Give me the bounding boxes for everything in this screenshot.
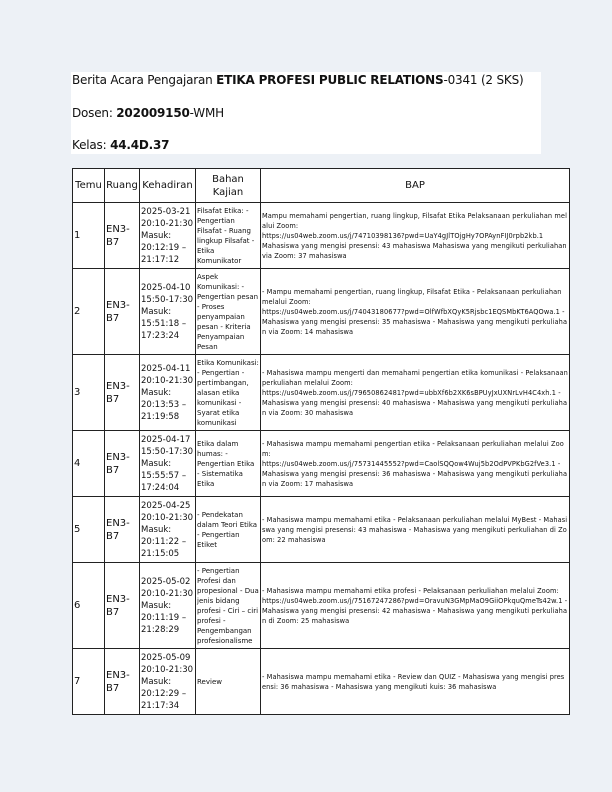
cell-temu: 6 <box>73 563 105 649</box>
table-row <box>73 269 570 355</box>
column-header-bahan-kajian: Bahan Kajian <box>196 169 261 203</box>
cell-bap: - Mahasiswa mampu memahami etika - Review dan QUIZ - Mahasiswa yang mengisi presensi: 36 mahasiswa - Mahasiswa yang mengikuti kuis: 36 mahasiswa <box>261 649 570 715</box>
cell-ruang: EN3-B7 <box>105 203 140 269</box>
cell-ruang: EN3-B7 <box>105 563 140 649</box>
cell-bap: - Mahasiswa mampu memahami etika - Pelaksanaan perkuliahan melalui MyBest - Mahasiswa yang mengisi presensi: 43 mahasiswa - Mahasiswa yang mengikuti perkuliahan di Zoom: 22 mahasiswa <box>261 497 570 563</box>
lecturer-code: -WMH <box>189 106 224 120</box>
cell-bap: - Mahasiswa mampu memahami pengertian etika - Pelaksanaan perkuliahan melalui Zoom: https://us04web.zoom.us/j/75731445552?pwd=CaolSQQow4Wuj5b2OdPVPKbG2fVe3.1 - Mahasiswa yang mengisi presensi: 36 mahasiswa - Mahasiswa yang mengikuti perkuliahan via Zoom: 17 mahasiswa <box>261 431 570 497</box>
cell-bap: Mampu memahami pengertian, ruang lingkup, Filsafat Etika Pelaksanaan perkuliahan melalui Zoom: https://us04web.zoom.us/j/74710398136?pwd=UaY4gJlTOjgHy7OPAynFIJ0rpb2kb.1 Mahasiswa yang mengisi presensi: 43 mahasiswa Mahasiswa yang mengikuti perkuliahan via Zoom: 37 mahasiswa <box>261 203 570 269</box>
cell-bahan-kajian: Etika dalam humas: - Pengertian Etika - Sistematika Etika <box>196 431 261 497</box>
column-header-kehadiran: Kehadiran <box>140 169 196 203</box>
table-header-row <box>73 169 570 203</box>
table-row <box>73 355 570 431</box>
column-header-temu: Temu <box>73 169 105 203</box>
class-label: Kelas: <box>72 138 111 152</box>
lecturer-label: Dosen: <box>72 106 117 120</box>
column-header-ruang: Ruang <box>105 169 140 203</box>
cell-bap: - Mahasiswa mampu memahami etika profesi - Pelaksanaan perkuliahan melalui Zoom: https://us04web.zoom.us/j/75167247286?pwd=OravuN3GMpMaO9GiiOPkquQmeTs42w.1 - Mahasiswa yang mengisi presensi: 42 mahasiswa - Mahasiswa yang mengikuti perkuliahan di Zoom: 25 mahasiswa <box>261 563 570 649</box>
class-line <box>72 138 169 152</box>
lecturer-id: 202009150 <box>116 106 190 120</box>
class-value: 44.4D.37 <box>110 138 170 152</box>
cell-kehadiran: 2025-03-21 20:10-21:30 Masuk: 20:12:19 – 21:17:12 <box>140 203 196 269</box>
table-row <box>73 203 570 269</box>
cell-kehadiran: 2025-04-10 15:50-17:30 Masuk: 15:51:18 – 17:23:24 <box>140 269 196 355</box>
cell-ruang: EN3-B7 <box>105 431 140 497</box>
cell-temu: 3 <box>73 355 105 431</box>
table-row <box>73 497 570 563</box>
cell-temu: 4 <box>73 431 105 497</box>
table-row <box>73 431 570 497</box>
cell-bahan-kajian: Aspek Komunikasi: - Pengertian pesan - Proses penyampaian pesan - Kriteria Penyampaian Pesan <box>196 269 261 355</box>
cell-bahan-kajian: Review <box>196 649 261 715</box>
course-name: ETIKA PROFESI PUBLIC RELATIONS <box>216 73 444 87</box>
cell-bahan-kajian: - Pendekatan dalam Teori Etika - Pengertian Etiket <box>196 497 261 563</box>
cell-kehadiran: 2025-05-02 20:10-21:30 Masuk: 20:11:19 – 21:28:29 <box>140 563 196 649</box>
cell-ruang: EN3-B7 <box>105 355 140 431</box>
cell-kehadiran: 2025-04-11 20:10-21:30 Masuk: 20:13:53 – 21:19:58 <box>140 355 196 431</box>
cell-bahan-kajian: Filsafat Etika: - Pengertian Filsafat - Ruang lingkup Filsafat - Etika Komunikator <box>196 203 261 269</box>
cell-bap: - Mampu memahami pengertian, ruang lingkup, Filsafat Etika - Pelaksanaan perkuliahan melalui Zoom: https://us04web.zoom.us/j/74043180677?pwd=OlfWfbXQyK5Rjsbc1EQSMbKT6AQOwa.1 - Mahasiswa yang mengisi presensi: 35 mahasiswa - Mahasiswa yang mengikuti perkuliahan via Zoom: 14 mahasiswa <box>261 269 570 355</box>
cell-ruang: EN3-B7 <box>105 497 140 563</box>
cell-temu: 2 <box>73 269 105 355</box>
cell-kehadiran: 2025-04-17 15:50-17:30 Masuk: 15:55:57 – 17:24:04 <box>140 431 196 497</box>
cell-bahan-kajian: Etika Komunikasi: - Pengertian - pertimbangan, alasan etika komunikasi - Syarat etika komunikasi <box>196 355 261 431</box>
cell-temu: 5 <box>73 497 105 563</box>
cell-kehadiran: 2025-05-09 20:10-21:30 Masuk: 20:12:29 – 21:17:34 <box>140 649 196 715</box>
course-code: -0341 (2 SKS) <box>443 73 524 87</box>
cell-temu: 1 <box>73 203 105 269</box>
table-row <box>73 563 570 649</box>
cell-bahan-kajian: - Pengertian Profesi dan propesional - Dua jenis bidang profesi - Ciri – ciri profesi - Pengembangan profesionalisme <box>196 563 261 649</box>
lecturer-line <box>72 106 224 120</box>
table-row <box>73 649 570 715</box>
title-prefix: Berita Acara Pengajaran <box>72 73 217 87</box>
cell-temu: 7 <box>73 649 105 715</box>
cell-ruang: EN3-B7 <box>105 649 140 715</box>
cell-bap: - Mahasiswa mampu mengerti dan memahami pengertian etika komunikasi - Pelaksanaan perkuliahan melalui Zoom: https://us04web.zoom.us/j/79650862481?pwd=ubbXf6b2XK6sBPUyJxUXNrLvH4C4xh.1 - Mahasiswa yang mengisi presensi: 40 mahasiswa - Mahasiswa yang mengikuti perkuliahan via Zoom: 30 mahasiswa <box>261 355 570 431</box>
column-header-bap: BAP <box>261 169 570 203</box>
teaching-record-table <box>72 168 570 715</box>
cell-ruang: EN3-B7 <box>105 269 140 355</box>
document-title <box>72 73 523 87</box>
cell-kehadiran: 2025-04-25 20:10-21:30 Masuk: 20:11:22 – 21:15:05 <box>140 497 196 563</box>
